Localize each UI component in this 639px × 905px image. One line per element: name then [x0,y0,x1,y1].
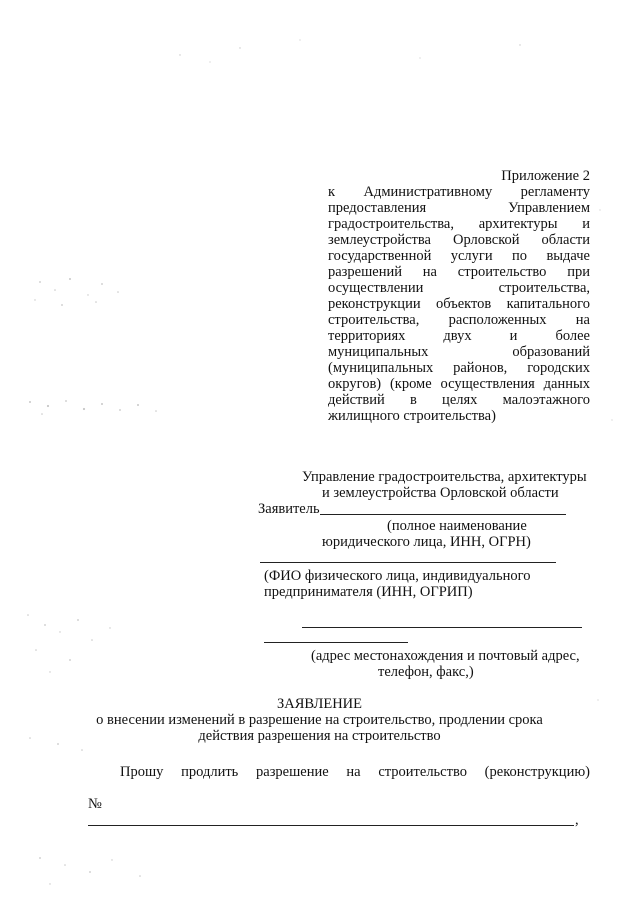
appendix-line: муниципальных образований [328,344,590,360]
applicant-label: Заявитель [258,501,320,517]
statement-subtitle-1: о внесении изменений в разрешение на строительство, продлении срока [96,712,543,728]
statement-subtitle-2: действия разрешения на строительство [198,728,441,744]
applicant-name-line [320,514,566,515]
addressee-line-2: и землеустройства Орловской области [322,485,559,501]
appendix-line: территориях двух и более [328,328,590,344]
request-text: Прошу продлить разрешение на строительство (реконструкцию) [120,764,590,780]
appendix-line: реконструкции объектов капитального [328,296,590,312]
applicant-person-hint-2: предпринимателя (ИНН, ОГРИП) [264,584,473,600]
permit-number-line [88,825,574,826]
applicant-address-line-1 [302,627,582,628]
appendix-line: осуществлении строительства, [328,280,590,296]
appendix-line: (муниципальных районов, городских [328,360,590,376]
applicant-person-hint-1: (ФИО физического лица, индивидуального [264,568,531,584]
appendix-line: строительства, расположенных на [328,312,590,328]
appendix-line: градостроительства, архитектуры и [328,216,590,232]
appendix-line: действий в целях малоэтажного [328,392,590,408]
appendix-line: к Административному регламенту [328,184,590,200]
addressee-line-1: Управление градостроительства, архитектуры [302,469,587,485]
applicant-legal-hint-2: юридического лица, ИНН, ОГРН) [322,534,531,550]
appendix-line: землеустройства Орловской области [328,232,590,248]
applicant-address-line-2 [264,642,408,643]
appendix-line: округов) (кроме осуществления данных [328,376,590,392]
appendix-title: Приложение 2 [501,168,590,184]
appendix-line: разрешений на строительство при [328,264,590,280]
applicant-legal-hint-1: (полное наименование [387,518,527,534]
trailing-comma: , [575,812,579,828]
appendix-line: государственной услуги по выдаче [328,248,590,264]
appendix-line: жилищного строительства) [328,408,496,424]
appendix-line: предоставления Управлением [328,200,590,216]
applicant-person-line [260,562,556,563]
statement-title: ЗАЯВЛЕНИЕ [276,696,363,712]
number-sign: № [88,796,102,812]
applicant-address-hint-2: телефон, факс,) [378,664,474,680]
applicant-address-hint-1: (адрес местонахождения и почтовый адрес, [311,648,580,664]
